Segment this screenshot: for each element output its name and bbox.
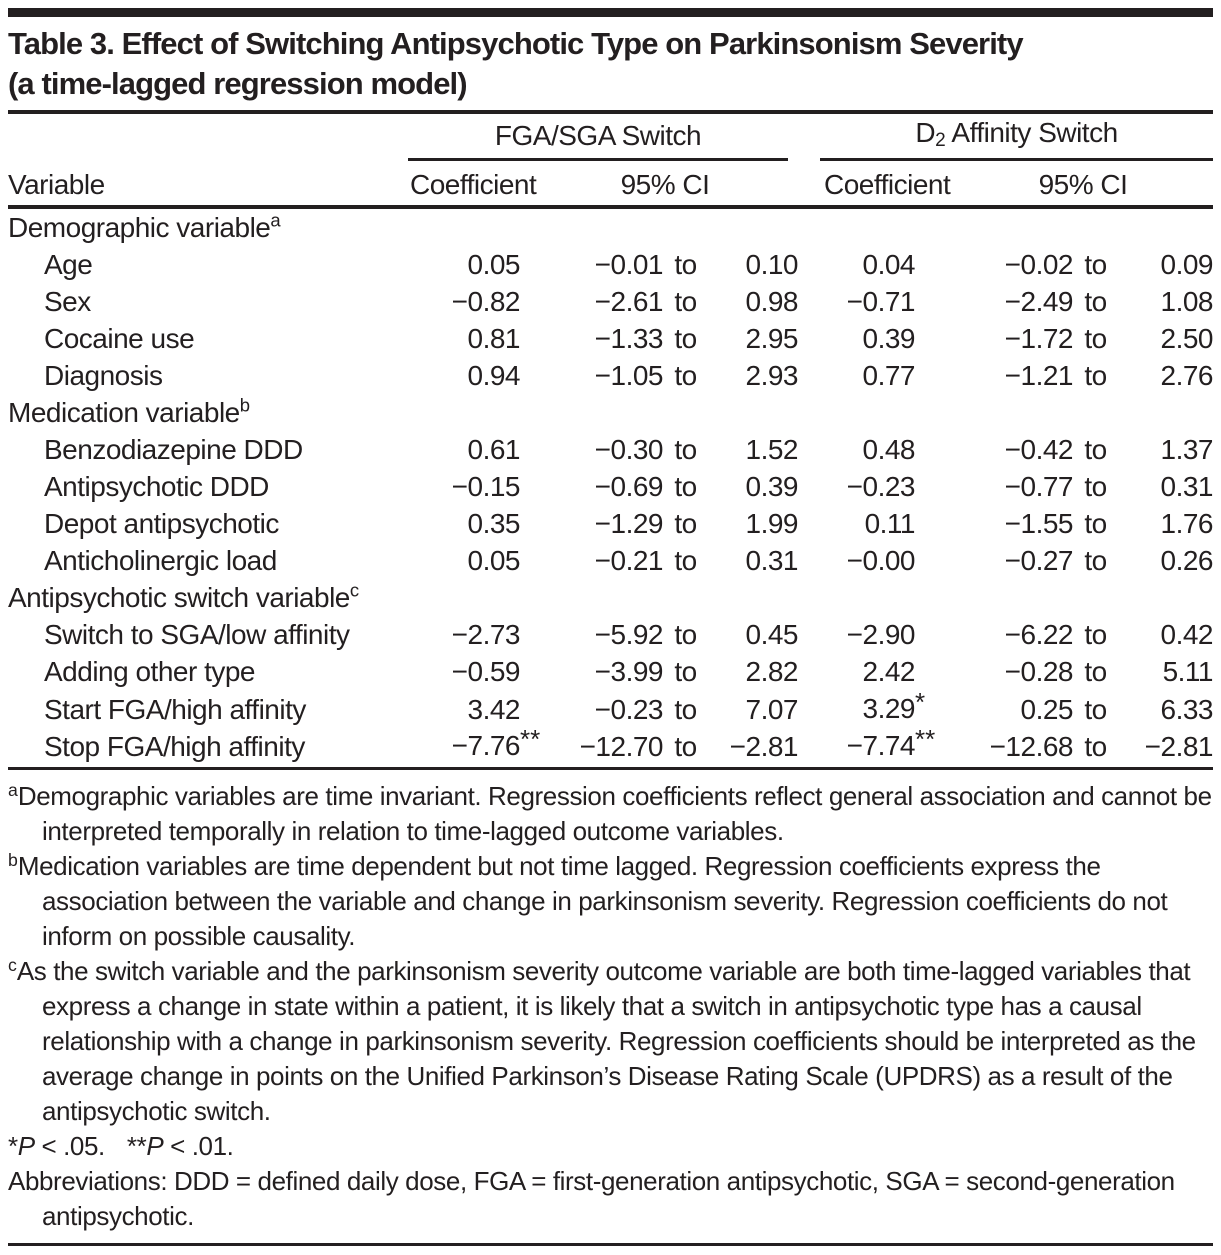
g1-ci-high-cell: 1.52	[745, 434, 798, 465]
section-row	[8, 209, 1213, 246]
g2-coefficient-cell: −0.00	[798, 542, 953, 579]
g2-coefficient-cell: −7.74 **	[798, 727, 953, 765]
footnote-b-marker: b	[8, 850, 18, 870]
g2-ci-low-cell: −12.68	[989, 730, 1073, 762]
table-bottom-rule	[8, 767, 1213, 770]
g1-coefficient-cell: 0.61	[408, 431, 558, 468]
g2-significance-marker	[915, 357, 953, 394]
footnote-c	[8, 954, 1213, 1129]
section-label: Demographic variable$^a$	[8, 209, 281, 243]
group1-spanner	[408, 120, 798, 161]
g1-ci-low-cell: −1.29	[594, 508, 663, 539]
section-row	[8, 394, 1213, 431]
g2-coefficient-cell: −2.90	[798, 616, 953, 653]
table-row	[8, 246, 1213, 283]
g1-ci-low-cell: −2.61	[594, 286, 663, 317]
table-row	[8, 724, 1213, 764]
g2-significance-marker	[915, 283, 953, 320]
g1-ci-to-label: to	[674, 471, 697, 502]
g1-ci-low-cell: −0.21	[594, 545, 663, 576]
g1-ci-low-cell: −5.92	[594, 619, 663, 650]
g2-ci-low-cell: −0.27	[1004, 545, 1073, 576]
g1-ci-low-cell: −0.69	[594, 471, 663, 502]
g2-ci-high-cell: 2.76	[1160, 360, 1213, 391]
g1-ci-to-label: to	[674, 545, 697, 576]
g1-coefficient-cell: −0.82	[408, 283, 558, 320]
g2-ci-to-label: to	[1084, 508, 1107, 539]
significance-item-1	[8, 1131, 105, 1161]
footnote-c-marker: c	[8, 955, 17, 975]
g2-coefficient-cell: −0.71	[798, 283, 953, 320]
group2-name-rest: Affinity Switch	[945, 117, 1118, 148]
variable-cell: Age	[44, 249, 93, 280]
table-row	[8, 468, 1213, 505]
g1-ci-to-label: to	[674, 693, 697, 725]
g1-significance-marker	[520, 653, 558, 690]
g1-ci-high-cell: 7.07	[745, 693, 798, 725]
significance-1-rest: < .05.	[34, 1131, 105, 1161]
variable-cell: Cocaine use	[44, 323, 195, 354]
g1-ci-low-cell: −1.33	[594, 323, 663, 354]
variable-cell: Anticholinergic load	[44, 545, 277, 576]
g1-ci-to-label: to	[674, 508, 697, 539]
g2-ci-high-cell: 0.31	[1160, 471, 1213, 502]
g1-ci-low-cell: −0.01	[594, 249, 663, 280]
g1-significance-marker	[520, 542, 558, 579]
variable-cell: Benzodiazepine DDD	[44, 434, 303, 465]
g2-coefficient-cell: 0.11	[798, 505, 953, 542]
g2-coefficient-cell: 2.42	[798, 653, 953, 690]
g2-ci-to-label: to	[1084, 434, 1107, 465]
group2-name-base: D	[915, 117, 936, 148]
g2-ci-high-cell: 1.37	[1160, 434, 1213, 465]
table-row	[8, 357, 1213, 394]
g1-coefficient-cell: 0.81	[408, 320, 558, 357]
g1-ci-to-label: to	[674, 286, 697, 317]
table-row	[8, 616, 1213, 653]
group2-ci-header: 95% CI	[1038, 169, 1128, 200]
section-label: Antipsychotic switch variable$^c$	[8, 579, 360, 613]
group2-coefficient-header: Coefficient	[824, 169, 951, 200]
g1-coefficient-cell: 0.05	[408, 246, 558, 283]
variable-cell: Stop FGA/high affinity	[44, 730, 305, 762]
significance-1-p: P	[17, 1131, 35, 1161]
g1-ci-high-cell: 0.98	[745, 286, 798, 317]
table-row	[8, 653, 1213, 690]
table-title	[8, 24, 1213, 104]
significance-2-rest: < .01.	[163, 1131, 234, 1161]
g2-ci-high-cell: 1.76	[1160, 508, 1213, 539]
g1-ci-to-label: to	[674, 249, 697, 280]
table-column-headers	[8, 161, 1213, 205]
g2-ci-to-label: to	[1084, 471, 1107, 502]
g1-ci-high-cell: −2.81	[729, 730, 798, 762]
g2-significance-marker	[915, 431, 953, 468]
g1-ci-low-cell: −1.05	[594, 360, 663, 391]
g2-significance-marker: **	[915, 724, 936, 754]
g1-significance-marker	[520, 431, 558, 468]
footnote-c-text: As the switch variable and the parkinsonism severity outcome variable are both time-lagged variables that express a change in state within a patient, it is likely that a switch in antipsychotic type has a causal relationship with a change in parkinsonism severity. Regression coefficients should be interpreted as the average change in points on the Unified Parkinson’s Disease Rating Scale (UPDRS) as a result of the antipsychotic switch.	[16, 956, 1196, 1126]
variable-cell: Antipsychotic DDD	[44, 471, 269, 502]
footnote-b-text: Medication variables are time dependent but not time lagged. Regression coefficients express the association between the variable and change in parkinsonism severity. Regression coefficients do not inform on possible causality.	[17, 851, 1168, 951]
top-bar-rule	[8, 8, 1213, 17]
group2-name-subscript: 2	[935, 130, 946, 151]
section-row	[8, 579, 1213, 616]
g1-ci-high-cell: 2.95	[745, 323, 798, 354]
g2-ci-low-cell: −0.77	[1004, 471, 1073, 502]
g2-ci-to-label: to	[1084, 323, 1107, 354]
g2-significance-marker	[915, 616, 953, 653]
g1-coefficient-cell: −0.59	[408, 653, 558, 690]
g2-coefficient-cell: −0.23	[798, 468, 953, 505]
group1-spanner-label: FGA/SGA Switch	[408, 120, 788, 161]
significance-2-p: P	[146, 1131, 164, 1161]
g2-ci-low-cell: −1.72	[1004, 323, 1073, 354]
variable-cell: Switch to SGA/low affinity	[44, 619, 350, 650]
g1-significance-marker	[520, 246, 558, 283]
g2-ci-to-label: to	[1084, 545, 1107, 576]
significance-2-marker: **	[126, 1131, 147, 1161]
g2-ci-high-cell: 5.11	[1162, 656, 1213, 687]
table-row	[8, 320, 1213, 357]
g1-ci-high-cell: 2.93	[745, 360, 798, 391]
g1-coefficient-cell: 3.42	[408, 691, 558, 728]
g2-significance-marker	[915, 653, 953, 690]
g1-ci-to-label: to	[674, 619, 697, 650]
g2-ci-high-cell: 2.50	[1160, 323, 1213, 354]
table-row	[8, 283, 1213, 320]
g2-coefficient-cell: 0.77	[798, 357, 953, 394]
variable-cell: Diagnosis	[44, 360, 163, 391]
g1-ci-low-cell: −0.30	[594, 434, 663, 465]
g1-coefficient-cell: −7.76 **	[408, 727, 558, 765]
g2-significance-marker	[915, 468, 953, 505]
table-row	[8, 687, 1213, 727]
g2-significance-marker: *	[915, 687, 926, 717]
group2-spanner-label	[820, 117, 1213, 161]
variable-cell: Start FGA/high affinity	[44, 693, 306, 725]
g2-ci-low-cell: 0.25	[1020, 693, 1073, 725]
g2-coefficient-cell: 3.29 *	[798, 690, 953, 728]
significance-1-marker: *	[8, 1131, 18, 1161]
g2-ci-low-cell: −0.02	[1004, 249, 1073, 280]
section-footnote-marker: b	[239, 394, 251, 416]
g2-ci-to-label: to	[1084, 656, 1107, 687]
g2-ci-low-cell: −1.21	[1004, 360, 1073, 391]
table-title-line1: Table 3. Effect of Switching Antipsychotic Type on Parkinsonism Severity	[8, 26, 1023, 61]
g2-ci-high-cell: 1.08	[1160, 286, 1213, 317]
g1-significance-marker	[520, 320, 558, 357]
group2-spanner	[798, 117, 1213, 161]
g2-significance-marker	[915, 505, 953, 542]
g1-coefficient-cell: −0.15	[408, 468, 558, 505]
variable-cell: Adding other type	[44, 656, 255, 687]
significance-note	[8, 1129, 1213, 1164]
g1-significance-marker	[520, 616, 558, 653]
g2-ci-to-label: to	[1084, 619, 1107, 650]
g1-ci-high-cell: 0.39	[745, 471, 798, 502]
g1-ci-to-label: to	[674, 360, 697, 391]
g1-ci-high-cell: 2.82	[745, 656, 798, 687]
g2-ci-low-cell: −6.22	[1004, 619, 1073, 650]
g1-ci-high-cell: 1.99	[745, 508, 798, 539]
g2-ci-to-label: to	[1084, 693, 1107, 725]
significance-item-2	[127, 1131, 234, 1161]
g1-ci-to-label: to	[674, 656, 697, 687]
g1-ci-low-cell: −12.70	[579, 730, 663, 762]
g1-significance-marker	[520, 357, 558, 394]
group1-ci-header: 95% CI	[620, 169, 710, 200]
table-row	[8, 505, 1213, 542]
section-footnote-marker: c	[349, 579, 360, 601]
g2-significance-marker	[915, 320, 953, 357]
table-body	[8, 209, 1213, 764]
g1-coefficient-cell: 0.94	[408, 357, 558, 394]
footnote-a-marker: a	[8, 780, 18, 800]
g1-significance-marker	[520, 468, 558, 505]
section-footnote-marker: a	[270, 209, 281, 231]
g2-coefficient-cell: 0.48	[798, 431, 953, 468]
g2-ci-to-label: to	[1084, 286, 1107, 317]
g2-ci-to-label: to	[1084, 730, 1107, 762]
g2-coefficient-cell: 0.39	[798, 320, 953, 357]
variable-cell: Depot antipsychotic	[44, 508, 279, 539]
g1-ci-to-label: to	[674, 434, 697, 465]
g2-ci-to-label: to	[1084, 360, 1107, 391]
g2-ci-high-cell: 6.33	[1160, 693, 1213, 725]
g1-ci-high-cell: 0.31	[745, 545, 798, 576]
table-header-spanners	[8, 114, 1213, 161]
g2-ci-low-cell: −0.42	[1004, 434, 1073, 465]
table-row	[8, 431, 1213, 468]
g1-coefficient-cell: 0.35	[408, 505, 558, 542]
table-row	[8, 542, 1213, 579]
variable-cell: Sex	[44, 286, 91, 317]
g2-ci-low-cell: −1.55	[1004, 508, 1073, 539]
footnote-a	[8, 779, 1213, 849]
g2-ci-low-cell: −2.49	[1004, 286, 1073, 317]
page-bottom-rule	[8, 1243, 1213, 1246]
g2-ci-to-label: to	[1084, 249, 1107, 280]
g1-ci-to-label: to	[674, 323, 697, 354]
g1-coefficient-cell: 0.05	[408, 542, 558, 579]
g2-significance-marker	[915, 542, 953, 579]
footnote-a-text: Demographic variables are time invariant. Regression coefficients reflect general association and cannot be interpreted temporally in relation to time-lagged outcome variables.	[17, 781, 1212, 846]
g2-ci-high-cell: −2.81	[1144, 730, 1213, 762]
g1-ci-high-cell: 0.10	[745, 249, 798, 280]
g1-ci-high-cell: 0.45	[745, 619, 798, 650]
abbreviations-note: Abbreviations: DDD = defined daily dose, FGA = first-generation antipsychotic, SGA = second-generation antipsychotic.	[8, 1166, 1175, 1231]
variable-column-header: Variable	[8, 169, 105, 200]
table-title-line2: (a time-lagged regression model)	[8, 66, 467, 101]
g2-ci-high-cell: 0.42	[1160, 619, 1213, 650]
g1-significance-marker	[520, 505, 558, 542]
g2-significance-marker	[915, 246, 953, 283]
g1-significance-marker	[520, 691, 558, 728]
g1-coefficient-cell: −2.73	[408, 616, 558, 653]
g2-ci-low-cell: −0.28	[1004, 656, 1073, 687]
g2-coefficient-cell: 0.04	[798, 246, 953, 283]
g1-significance-marker: **	[520, 724, 541, 754]
group1-coefficient-header: Coefficient	[410, 169, 537, 200]
section-label: Medication variable$^b$	[8, 394, 251, 428]
g1-ci-low-cell: −0.23	[594, 693, 663, 725]
footnote-b	[8, 849, 1213, 954]
footnotes	[8, 779, 1213, 1234]
g2-ci-high-cell: 0.09	[1160, 249, 1213, 280]
g1-ci-to-label: to	[674, 730, 697, 762]
g1-significance-marker	[520, 283, 558, 320]
g1-ci-low-cell: −3.99	[594, 656, 663, 687]
g2-ci-high-cell: 0.26	[1160, 545, 1213, 576]
